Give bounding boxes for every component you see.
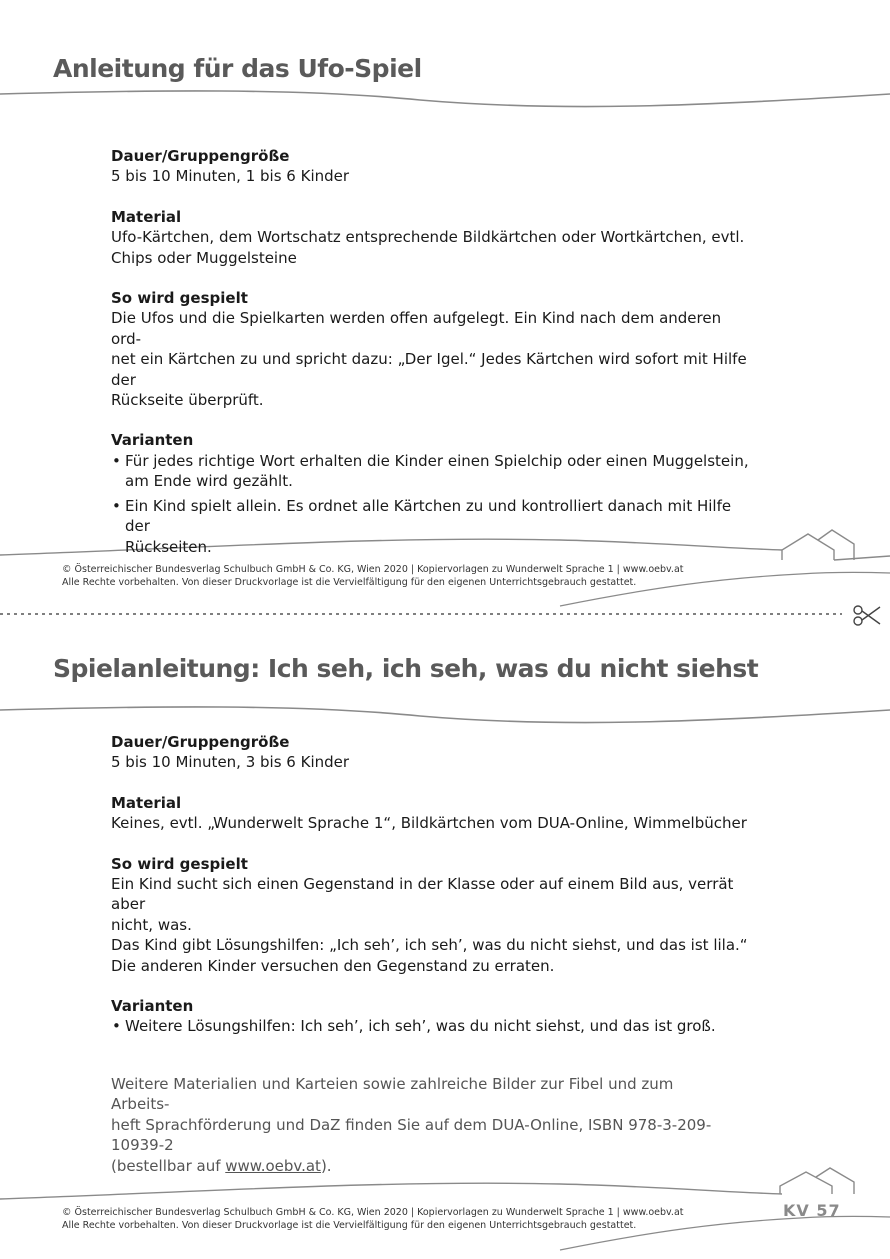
copyright-footer-bottom — [62, 1206, 684, 1232]
section-heading: Material — [111, 207, 182, 226]
section-text: Keines, evtl. „Wunderwelt Sprache 1“, Bildkärtchen vom DUA-Online, Wimmelbücher — [111, 814, 747, 833]
info-line: heft Sprachförderung und DaZ finden Sie auf dem DUA-Online, ISBN 978-3-209-10939-2 — [111, 1115, 712, 1155]
bottom-material-block — [111, 793, 751, 834]
info-line: Weitere Materialien und Karteien sowie zahlreiche Bilder zur Fibel und zum Arbeits- — [111, 1075, 674, 1114]
title-wave-bottom — [0, 707, 890, 723]
section-text: Chips oder Muggelsteine — [111, 248, 297, 267]
footer-line: Alle Rechte vorbehalten. Von dieser Druckvorlage ist die Vervielfältigung für den eigenen Unterrichtsgebrauch gestattet. — [62, 577, 637, 588]
section-heading: So wird gespielt — [111, 289, 248, 308]
top-material-block — [111, 207, 751, 268]
section-text: Die anderen Kinder versuchen den Gegenstand zu erraten. — [111, 956, 555, 975]
bottom-content — [111, 732, 751, 1057]
info-text: ). — [320, 1156, 332, 1175]
section-text: Ein Kind sucht sich einen Gegenstand in der Klasse oder auf einem Bild aus, verrät aber — [111, 875, 734, 914]
section-text: net ein Kärtchen zu und spricht dazu: „Der Igel.“ Jedes Kärtchen wird sofort mit Hilfe der — [111, 350, 747, 389]
footer-line: © Österreichischer Bundesverlag Schulbuch GmbH & Co. KG, Wien 2020 | Kopiervorlagen zu Wunderwelt Sprache 1 | www.oebv.at — [62, 1207, 684, 1218]
section-text: Ufo-Kärtchen, dem Wortschatz entsprechende Bildkärtchen oder Wortkärtchen, evtl. — [111, 228, 745, 247]
section-text: nicht, was. — [111, 915, 192, 934]
section-text: Rückseite überprüft. — [111, 391, 264, 410]
footer-line: Alle Rechte vorbehalten. Von dieser Druckvorlage ist die Vervielfältigung für den eigenen Unterrichtsgebrauch gestattet. — [62, 1220, 637, 1231]
house-outline-icon — [782, 530, 890, 560]
section-text: Die Ufos und die Spielkarten werden offen aufgelegt. Ein Kind nach dem anderen ord- — [111, 309, 722, 348]
top-rules-block — [111, 288, 751, 410]
section-heading: Dauer/Gruppengröße — [111, 147, 290, 165]
bottom-duration-block — [111, 732, 751, 773]
list-item-line: Rückseiten. — [125, 537, 212, 556]
section-heading: Varianten — [111, 997, 194, 1016]
copyright-footer-top — [62, 563, 684, 589]
bottom-title: Spielanleitung: Ich seh, ich seh, was du nicht siehst — [53, 654, 759, 683]
scissors-icon — [854, 606, 880, 625]
list-item-line: Ein Kind spielt allein. Es ordnet alle Kärtchen zu und kontrolliert danach mit Hilfe der — [125, 496, 732, 536]
top-content — [111, 146, 751, 577]
top-title: Anleitung für das Ufo-Spiel — [53, 54, 422, 83]
section-heading: Dauer/Gruppengröße — [111, 733, 290, 751]
top-duration-block — [111, 146, 751, 187]
section-text: 5 bis 10 Minuten, 3 bis 6 Kinder — [111, 753, 350, 772]
title-wave-top — [0, 91, 890, 107]
list-item-line: Weitere Lösungshilfen: Ich seh’, ich seh’, was du nicht siehst, und das ist groß. — [125, 1017, 716, 1036]
section-heading: Varianten — [111, 431, 194, 450]
section-heading: Material — [111, 793, 182, 812]
info-text: (bestellbar auf — [111, 1156, 226, 1175]
variants-list — [111, 1016, 751, 1036]
house-outline-icon-bottom — [780, 1168, 854, 1194]
footer-line: © Österreichischer Bundesverlag Schulbuch GmbH & Co. KG, Wien 2020 | Kopiervorlagen zu Wunderwelt Sprache 1 | www.oebv.at — [62, 564, 684, 575]
list-item-line: Für jedes richtige Wort erhalten die Kinder einen Spielchip oder einen Muggelstein, — [125, 451, 749, 470]
info-paragraph — [111, 1074, 731, 1176]
list-item — [111, 451, 751, 492]
list-item — [111, 496, 751, 557]
list-item-line: am Ende wird gezählt. — [125, 472, 293, 491]
bottom-variants-block — [111, 996, 751, 1037]
top-variants-block — [111, 430, 751, 556]
footer-wave-bottom-1 — [0, 1183, 782, 1199]
section-text: 5 bis 10 Minuten, 1 bis 6 Kinder — [111, 167, 350, 186]
page-label: KV 57 — [783, 1201, 841, 1220]
variants-list — [111, 451, 751, 557]
section-heading: So wird gespielt — [111, 854, 248, 873]
bottom-rules-block — [111, 854, 751, 976]
list-item — [111, 1016, 751, 1036]
info-line — [111, 1156, 731, 1176]
section-text: Das Kind gibt Lösungshilfen: „Ich seh’, ich seh’, was du nicht siehst, und das ist lila.“ — [111, 936, 748, 955]
oebv-link[interactable]: www.oebv.at — [225, 1156, 321, 1175]
